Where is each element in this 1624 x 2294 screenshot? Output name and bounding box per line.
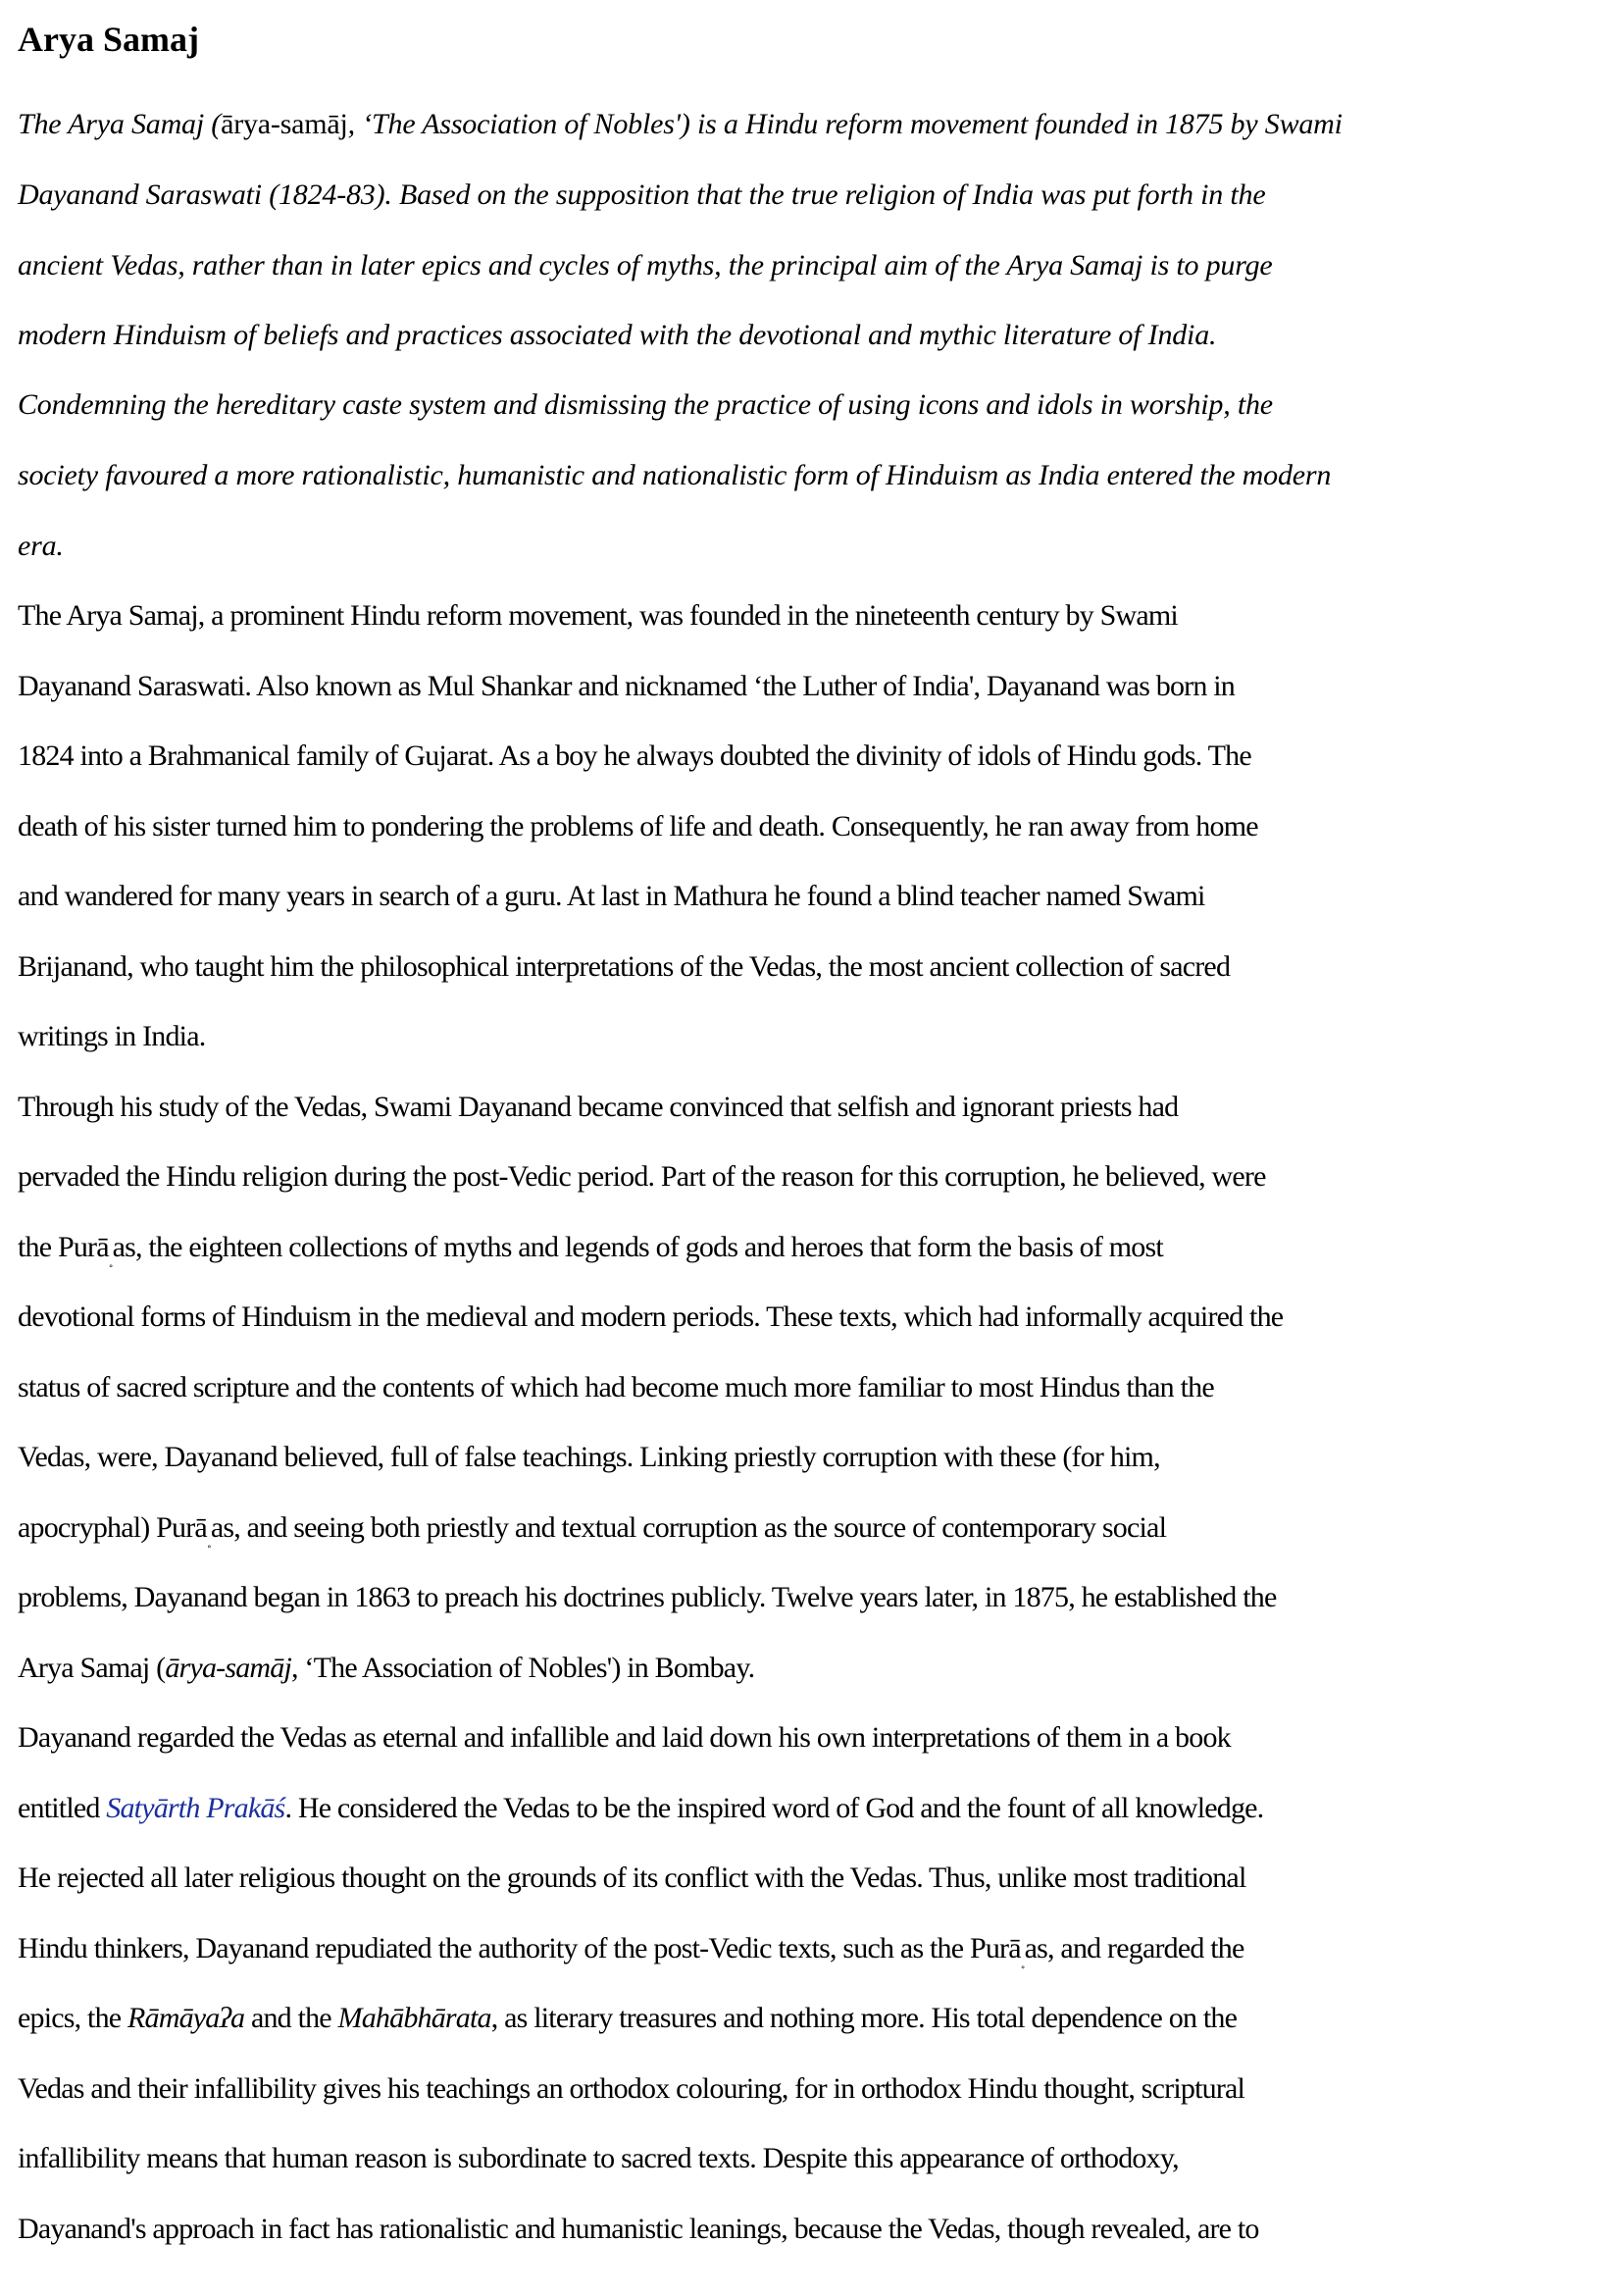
paragraph-line: apocryphal) Purā$_˳$as, and seeing both priestly and textual corruption as the source of contemporary social — [18, 1511, 1167, 1549]
paragraph-line: Arya Samaj (ārya-samāj, ‘The Association of Nobles') in Bombay. — [18, 1652, 755, 1684]
paragraph-line: Through his study of the Vedas, Swami Dayanand became convinced that selfish and ignorant priests had — [18, 1091, 1179, 1123]
paragraph-line: writings in India. — [18, 1020, 206, 1052]
paragraph-line: devotional forms of Hinduism in the medieval and modern periods. These texts, which had informally acquired the — [18, 1300, 1284, 1333]
paragraph-line: the Purā$_˳$as, the eighteen collections of myths and legends of gods and heroes that form the basis of most — [18, 1231, 1163, 1268]
intro-line: Condemning the hereditary caste system and dismissing the practice of using icons and idols in worship, the — [18, 388, 1273, 421]
paragraph-line: pervaded the Hindu religion during the post-Vedic period. Part of the reason for this corruption, he believed, were — [18, 1160, 1266, 1193]
paragraph-line: status of sacred scripture and the contents of which had become much more familiar to most Hindus than the — [18, 1371, 1214, 1403]
page-title: Arya Samaj — [18, 20, 199, 59]
intro-line: The Arya Samaj (ārya-samāj, ‘The Association of Nobles') is a Hindu reform movement founded in 1875 by Swami — [18, 108, 1343, 140]
paragraph-line: Dayanand's approach in fact has rationalistic and humanistic leanings, because the Vedas, though revealed, are to — [18, 2213, 1259, 2245]
paragraph-line: entitled Satyārth Prakāś. He considered the Vedas to be the inspired word of God and the fount of all knowledge. — [18, 1792, 1264, 1824]
intro-line: era. — [18, 530, 64, 562]
paragraph-line: The Arya Samaj, a prominent Hindu reform movement, was founded in the nineteenth century by Swami — [18, 599, 1178, 632]
paragraph-line: infallibility means that human reason is subordinate to sacred texts. Despite this appearance of orthodoxy, — [18, 2142, 1179, 2174]
paragraph-line: Vedas and their infallibility gives his teachings an orthodox colouring, for in orthodox Hindu thought, scriptural — [18, 2072, 1245, 2105]
intro-line: modern Hinduism of beliefs and practices associated with the devotional and mythic literature of India. — [18, 319, 1217, 351]
paragraph-line: Dayanand Saraswati. Also known as Mul Shankar and nicknamed ‘the Luther of India', Dayanand was born in — [18, 670, 1235, 702]
paragraph-line: problems, Dayanand began in 1863 to preach his doctrines publicly. Twelve years later, in 1875, he established the — [18, 1581, 1277, 1613]
paragraph-line: Hindu thinkers, Dayanand repudiated the authority of the post-Vedic texts, such as the Purā$_˳$as, and regarded the — [18, 1932, 1244, 1969]
intro-line: Dayanand Saraswati (1824-83). Based on the supposition that the true religion of India was put forth in the — [18, 178, 1266, 211]
intro-line: ancient Vedas, rather than in later epics and cycles of myths, the principal aim of the Arya Samaj is to purge — [18, 249, 1273, 281]
paragraph-line: and wandered for many years in search of a guru. At last in Mathura he found a blind teacher named Swami — [18, 880, 1205, 912]
paragraph-line: Vedas, were, Dayanand believed, full of false teachings. Linking priestly corruption with these (for him, — [18, 1441, 1160, 1473]
paragraph-line: epics, the Rāmāyaʔa and the Mahābhārata, as literary treasures and nothing more. His total dependence on the — [18, 2002, 1238, 2034]
paragraph-line: He rejected all later religious thought on the grounds of its conflict with the Vedas. Thus, unlike most traditional — [18, 1861, 1246, 1894]
intro-line: society favoured a more rationalistic, humanistic and nationalistic form of Hinduism as India entered the modern — [18, 459, 1332, 491]
paragraph-line: 1824 into a Brahmanical family of Gujarat. As a boy he always doubted the divinity of idols of Hindu gods. The — [18, 739, 1251, 772]
book-title-link[interactable]: Satyārth Prakāś — [106, 1792, 285, 1824]
paragraph-line: Brijanand, who taught him the philosophical interpretations of the Vedas, the most ancient collection of sacred — [18, 950, 1231, 983]
paragraph-line: death of his sister turned him to pondering the problems of life and death. Consequently, he ran away from home — [18, 810, 1258, 842]
paragraph-line: Dayanand regarded the Vedas as eternal and infallible and laid down his own interpretations of them in a book — [18, 1721, 1231, 1754]
